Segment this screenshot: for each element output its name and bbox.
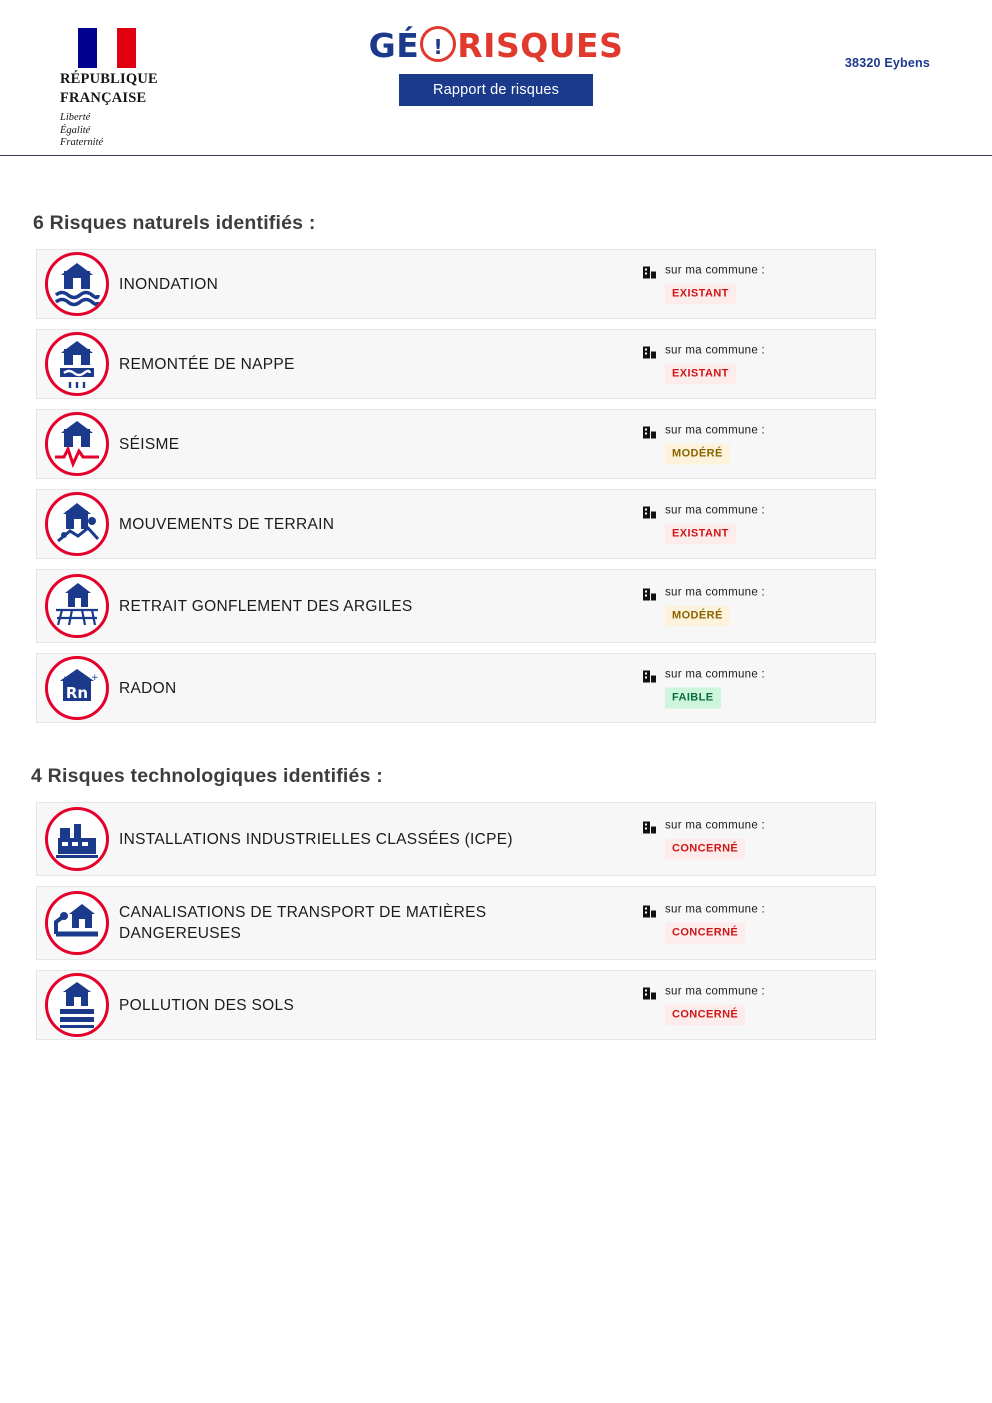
risk-row[interactable] bbox=[36, 489, 876, 559]
page-header bbox=[0, 0, 992, 156]
status-badge: EXISTANT bbox=[665, 524, 736, 545]
risk-label: RETRAIT GONFLEMENT DES ARGILES bbox=[119, 597, 413, 615]
motto-line-1: Liberté bbox=[60, 112, 91, 123]
risk-status bbox=[642, 586, 765, 627]
georisques-branding bbox=[0, 26, 992, 106]
status-badge: MODÉRÉ bbox=[665, 606, 730, 627]
natural-risks-title: 6 Risques naturels identifiés : bbox=[33, 212, 316, 234]
commune-building-icon bbox=[642, 425, 658, 441]
risk-status bbox=[642, 424, 765, 465]
motto-line-3: Fraternité bbox=[60, 137, 104, 148]
commune-building-icon bbox=[642, 265, 658, 281]
commune-building-icon bbox=[642, 904, 658, 920]
clay-shrinkage-icon bbox=[45, 574, 109, 638]
risk-label: REMONTÉE DE NAPPE bbox=[119, 355, 295, 373]
commune-building-icon bbox=[642, 820, 658, 836]
risk-row[interactable] bbox=[36, 886, 876, 960]
commune-building-icon bbox=[642, 669, 658, 685]
scope-label: sur ma commune : bbox=[665, 985, 766, 998]
industrial-plant-icon bbox=[45, 807, 109, 871]
technological-risks-list bbox=[36, 802, 876, 1040]
risk-status bbox=[642, 668, 765, 709]
status-badge: CONCERNÉ bbox=[665, 923, 745, 944]
earthquake-icon bbox=[45, 412, 109, 476]
risk-status bbox=[642, 903, 765, 944]
risk-row[interactable] bbox=[36, 329, 876, 399]
flood-icon bbox=[45, 252, 109, 316]
scope-label: sur ma commune : bbox=[665, 424, 766, 437]
risk-label: MOUVEMENTS DE TERRAIN bbox=[119, 515, 335, 533]
logo-text-ge: GÉ bbox=[368, 26, 420, 65]
natural-risks-section bbox=[33, 212, 992, 235]
motto bbox=[60, 112, 250, 150]
status-badge: CONCERNÉ bbox=[665, 839, 745, 860]
risk-label: RADON bbox=[119, 679, 177, 697]
risk-status bbox=[642, 344, 765, 385]
svg-text:+: + bbox=[91, 673, 99, 683]
scope-label: sur ma commune : bbox=[665, 819, 766, 832]
svg-text:Rn: Rn bbox=[65, 684, 89, 702]
motto-line-2: Égalité bbox=[60, 124, 91, 136]
status-badge: CONCERNÉ bbox=[665, 1005, 745, 1026]
commune-building-icon bbox=[642, 587, 658, 603]
soil-pollution-icon bbox=[45, 973, 109, 1037]
scope-label: sur ma commune : bbox=[665, 668, 766, 681]
status-badge: EXISTANT bbox=[665, 364, 736, 385]
georisques-logo bbox=[0, 26, 992, 65]
risk-row[interactable] bbox=[36, 970, 876, 1040]
scope-label: sur ma commune : bbox=[665, 264, 766, 277]
risk-row[interactable] bbox=[36, 653, 876, 723]
status-badge: FAIBLE bbox=[665, 688, 721, 709]
natural-risks-list bbox=[36, 249, 876, 723]
status-badge: MODÉRÉ bbox=[665, 444, 730, 465]
technological-risks-title: 4 Risques technologiques identifiés : bbox=[31, 765, 383, 787]
logo-text-risques: RISQUES bbox=[457, 26, 624, 65]
risk-label: INSTALLATIONS INDUSTRIELLES CLASSÉES (ICPE) bbox=[119, 830, 513, 848]
status-badge: EXISTANT bbox=[665, 284, 736, 305]
scope-label: sur ma commune : bbox=[665, 344, 766, 357]
risk-row[interactable] bbox=[36, 409, 876, 479]
scope-label: sur ma commune : bbox=[665, 586, 766, 599]
republic-line-1: RÉPUBLIQUE bbox=[60, 71, 158, 87]
svg-text:+: + bbox=[61, 675, 69, 685]
water-table-icon bbox=[45, 332, 109, 396]
commune-building-icon bbox=[642, 345, 658, 361]
risk-row[interactable] bbox=[36, 569, 876, 643]
risk-label: CANALISATIONS DE TRANSPORT DE MATIÈRES DANGEREUSES bbox=[119, 904, 487, 942]
scope-label: sur ma commune : bbox=[665, 903, 766, 916]
warning-circle-icon bbox=[420, 26, 456, 62]
commune-building-icon bbox=[642, 986, 658, 1002]
risk-label: SÉISME bbox=[119, 435, 180, 453]
risk-status bbox=[642, 504, 765, 545]
scope-label: sur ma commune : bbox=[665, 504, 766, 517]
risk-label: INONDATION bbox=[119, 275, 219, 293]
commune-building-icon bbox=[642, 505, 658, 521]
republic-line-2: FRANÇAISE bbox=[60, 90, 147, 106]
risk-status bbox=[642, 985, 765, 1026]
risk-status bbox=[642, 819, 765, 860]
pipeline-icon bbox=[45, 891, 109, 955]
radon-icon bbox=[45, 656, 109, 720]
technological-risks-section bbox=[31, 765, 992, 788]
risk-row[interactable] bbox=[36, 802, 876, 876]
report-title-banner: Rapport de risques bbox=[399, 74, 593, 106]
risk-row[interactable] bbox=[36, 249, 876, 319]
commune-label: 38320 Eybens bbox=[844, 56, 930, 70]
risk-status bbox=[642, 264, 765, 305]
risk-label: POLLUTION DES SOLS bbox=[119, 996, 295, 1014]
landslide-icon bbox=[45, 492, 109, 556]
